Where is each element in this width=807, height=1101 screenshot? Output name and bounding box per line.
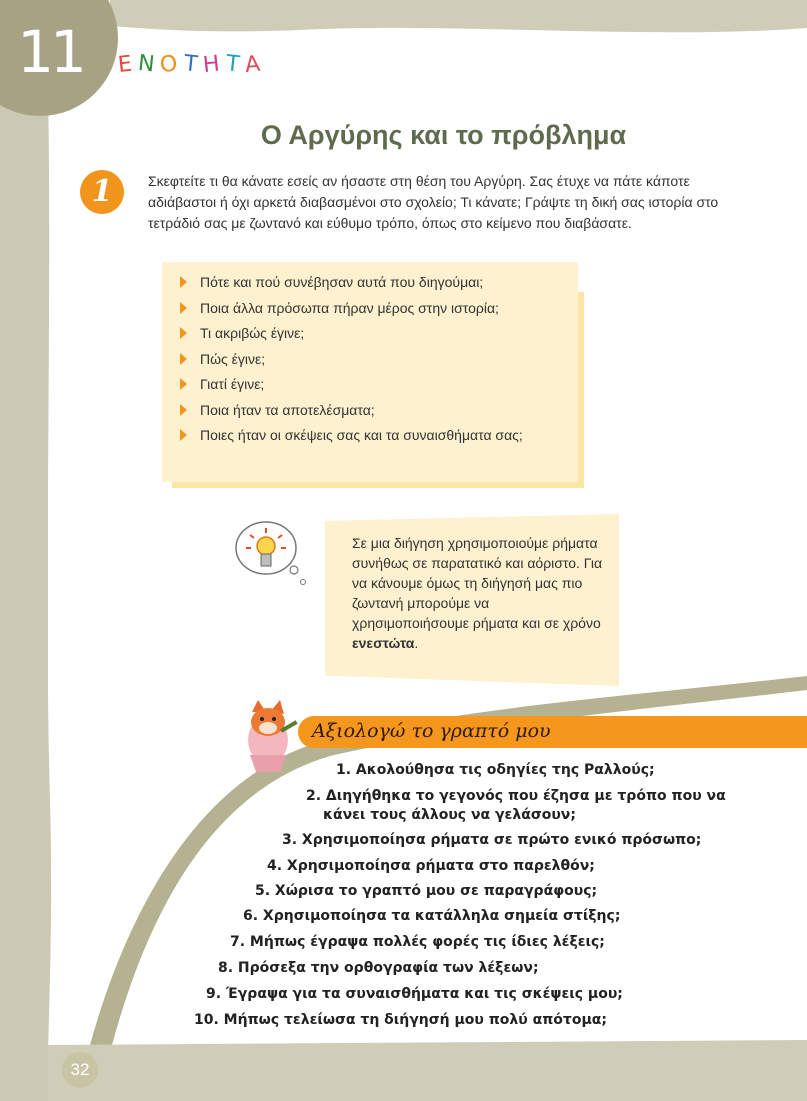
self-check-item: 9. Έγραψα για τα συναισθήματα και τις σκέψεις μου; bbox=[206, 986, 623, 1002]
bullet-arrow-icon bbox=[180, 404, 187, 416]
bullet-arrow-icon bbox=[180, 327, 187, 339]
bullet-arrow-icon bbox=[180, 302, 187, 314]
page-number: 32 bbox=[62, 1052, 98, 1088]
note-text: Σε μια διήγηση χρησιμοποιούμε ρήματα συνήθως σε παρατατικό και αόριστο. Για να κάνουμε όμως τη διήγησή μας πιο ζωντανή μπορούμε να χρησιμοποιήσουμε ρήματα και σε χρόνο ενεστώτα. bbox=[352, 535, 603, 651]
activity-number-badge: 1 bbox=[80, 170, 124, 214]
unit-word bbox=[118, 52, 266, 77]
self-check-title: Αξιολογώ το γραπτό μου bbox=[312, 720, 551, 742]
self-check-item: 3. Χρησιμοποίησα ρήματα σε πρώτο ενικό πρόσωπο; bbox=[282, 832, 702, 848]
unit-word-letter: Η bbox=[201, 50, 227, 79]
self-check-item: 4. Χρησιμοποίησα ρήματα στο παρελθόν; bbox=[267, 858, 595, 874]
page-title: Ο Αργύρης και το πρόβλημα bbox=[260, 120, 627, 150]
self-check-item: κάνει τους άλλους να γελάσουν; bbox=[323, 807, 576, 823]
bullet-arrow-icon bbox=[180, 353, 187, 365]
question-list bbox=[180, 272, 523, 451]
unit-word-letter: Α bbox=[243, 50, 268, 79]
unit-number: 11 bbox=[17, 18, 83, 86]
question-item: Ποια άλλα πρόσωπα πήραν μέρος στην ιστορία; bbox=[180, 298, 523, 324]
self-check-item: 2. Διηγήθηκα το γεγονός που έζησα με τρόπο που να bbox=[306, 788, 726, 804]
unit-word-letter: Τ bbox=[182, 51, 205, 78]
bottom-band bbox=[48, 1040, 807, 1101]
question-item: Πώς έγινε; bbox=[180, 349, 523, 375]
note-bold-word: ενεστώτα bbox=[352, 635, 415, 651]
unit-word-letter: Ν bbox=[136, 50, 162, 79]
self-check-item: 8. Πρόσεξα την ορθογραφία των λέξεων; bbox=[218, 960, 539, 976]
self-check-item: 5. Χώρισα το γραπτό μου σε παραγράφους; bbox=[255, 883, 598, 899]
activity-instructions: Σκεφτείτε τι θα κάνατε εσείς αν ήσαστε στη θέση του Αργύρη. Σας έτυχε να πάτε κάποτε αδιάβαστοι ή όχι αρκετά διαβασμένοι στο σχολείο; Τι κάνατε; Γράψτε τη δική σας ιστορία στο τετράδιό σας με ζωντανό και εύθυμο τρόπο, όπως στο κείμενο που διαβάσατε. bbox=[148, 173, 719, 231]
bullet-arrow-icon bbox=[180, 429, 187, 441]
self-check-item: 7. Μήπως έγραψα πολλές φορές τις ίδιες λέξεις; bbox=[230, 934, 605, 950]
self-check-item: 10. Μήπως τελείωσα τη διήγησή μου πολύ απότομα; bbox=[194, 1012, 607, 1028]
unit-word-letter: Τ bbox=[224, 51, 247, 78]
bullet-arrow-icon bbox=[180, 276, 187, 288]
lightbulb-icon bbox=[236, 522, 306, 585]
self-check-item: 1. Ακολούθησα τις οδηγίες της Ραλλούς; bbox=[336, 762, 655, 778]
left-strip-edge bbox=[0, 90, 51, 1101]
question-item: Ποιες ήταν οι σκέψεις σας και τα συναισθήματα σας; bbox=[180, 425, 523, 451]
top-band bbox=[0, 0, 807, 32]
unit-word-letter: Ο bbox=[159, 50, 185, 79]
question-item: Γιατί έγινε; bbox=[180, 374, 523, 400]
question-item: Πότε και πού συνέβησαν αυτά που διηγούμαι; bbox=[180, 272, 523, 298]
question-item: Ποια ήταν τα αποτελέσματα; bbox=[180, 400, 523, 426]
self-check-item: 6. Χρησιμοποίησα τα κατάλληλα σημεία στίξης; bbox=[243, 908, 621, 924]
bullet-arrow-icon bbox=[180, 378, 187, 390]
question-item: Τι ακριβώς έγινε; bbox=[180, 323, 523, 349]
unit-word-letter: Ε bbox=[116, 51, 140, 78]
